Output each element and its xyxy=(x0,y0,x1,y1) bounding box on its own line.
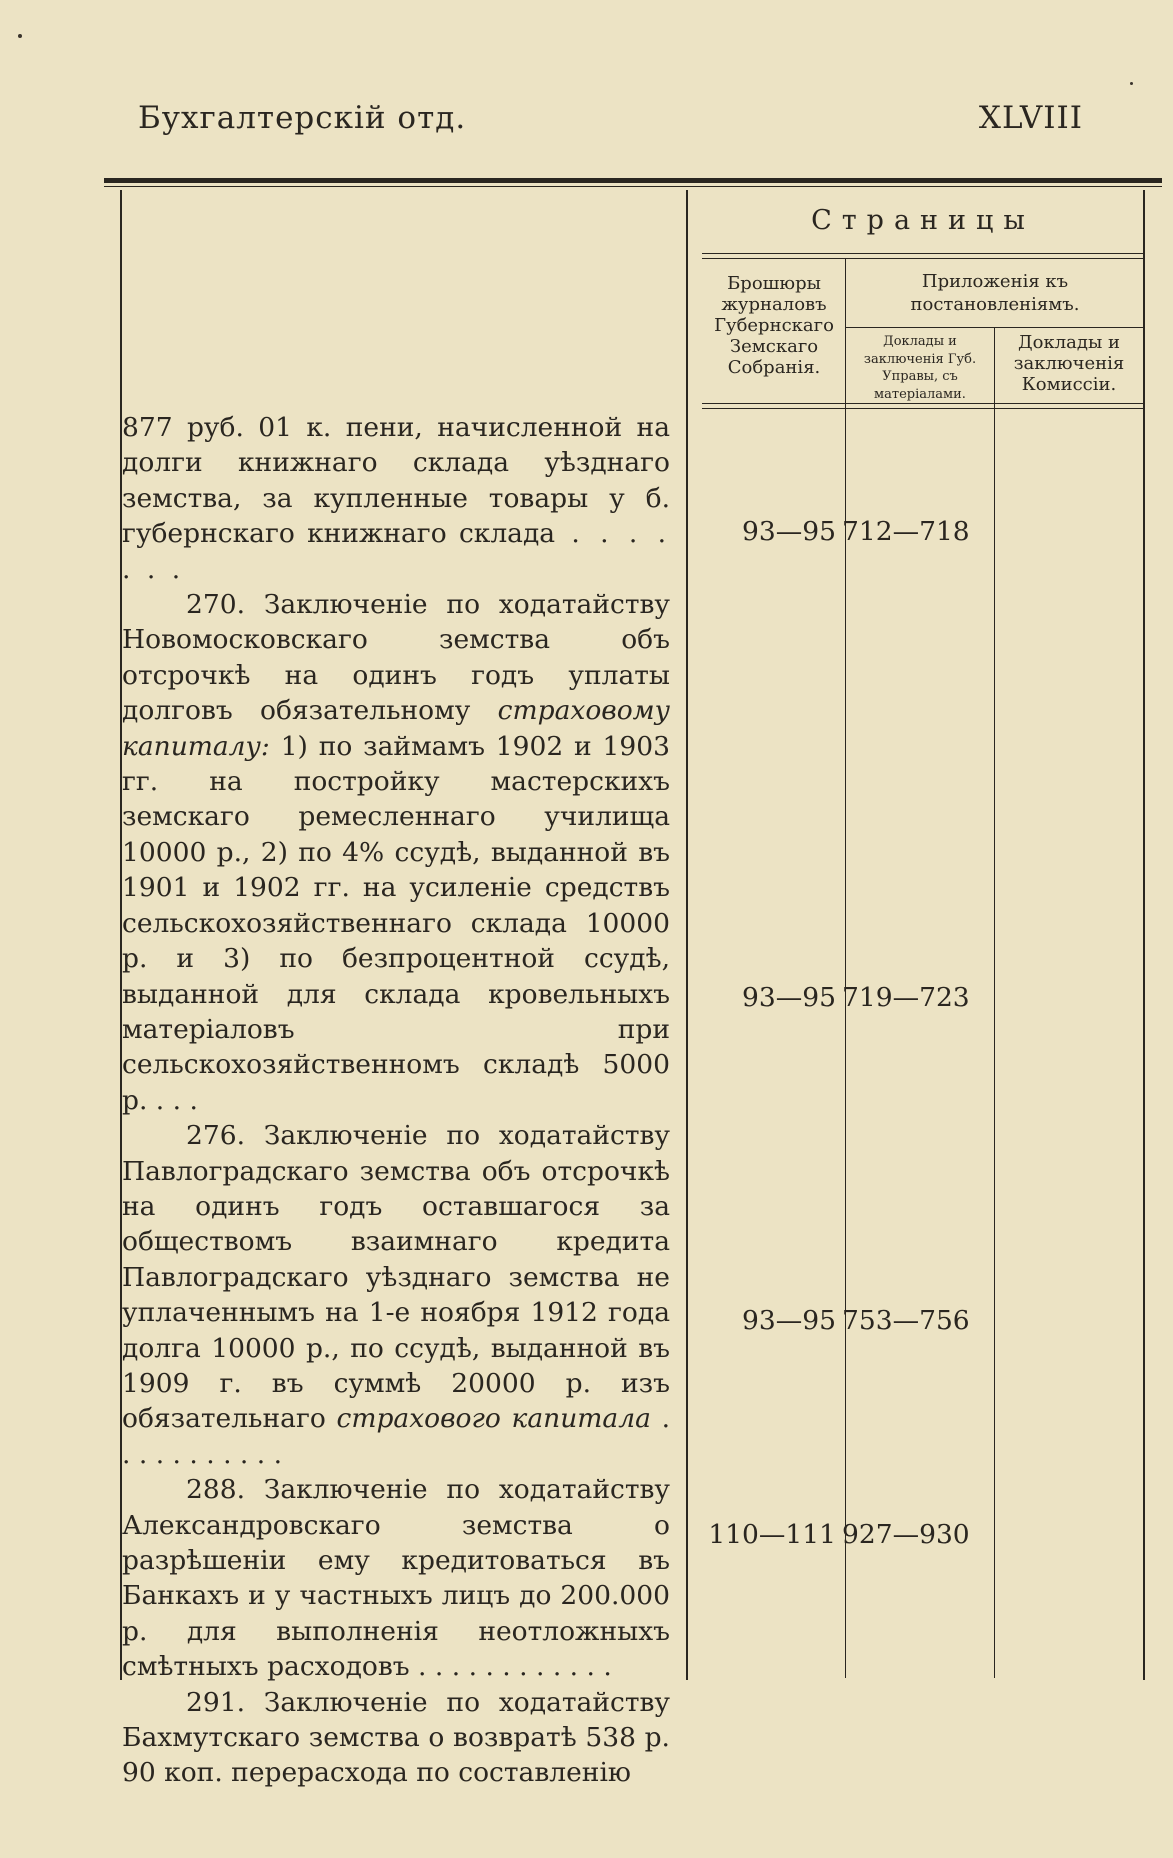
scan-speck xyxy=(18,34,22,38)
entry-text-plain: 288. Заключеніе по ходатайству Александровскаго земства о разрѣшеніи ему кредитоваться въ Банкахъ и у частныхъ лицъ до 200.000 р. для выполненія неотложныхъ смѣтныхъ расходовъ . . . . . . . . . . . . xyxy=(122,1474,670,1683)
entry-text xyxy=(122,410,670,587)
commission-reports-column-header: Доклады и заключенія Комиссіи. xyxy=(1013,332,1125,396)
appendix-pages-cell: 712—718 xyxy=(842,516,970,547)
brochure-pages-cell: 93—95 xyxy=(742,1305,836,1336)
entry-text-italic: страховому капиталу: xyxy=(122,695,670,762)
entry-text-plain-2: 1) по займамъ 1902 и 1903 гг. на постройку мастерскихъ земскаго ремесленнаго училища 10000 р., 2) по 4% ссудѣ, выданной въ 1901 и 1902 гг. на усиленіе средствъ сельскохозяйственнаго склада 10000 р. и 3) по безпроцентной ссудѣ, выданной для склада кровельныхъ матеріаловъ при сельскохозяйственномъ складѣ 5000 р. . . . xyxy=(122,730,670,1116)
entry-text-plain-2: . . . . . . . . . . . xyxy=(122,1403,670,1470)
table-right-border xyxy=(1143,190,1145,1680)
header-rule-thin xyxy=(104,186,1162,187)
pages-header-rule-2 xyxy=(702,258,1143,259)
scan-speck xyxy=(1130,82,1133,85)
page-number: XLVIII xyxy=(978,100,1083,136)
pages-header-rule-1 xyxy=(702,253,1143,254)
appendix-pages-cell: 927—930 xyxy=(842,1519,970,1550)
column-header-rule-2 xyxy=(702,408,1143,409)
entry-text-plain: 276. Заключеніе по ходатайству Павлоградскаго земства объ отсрочкѣ на одинъ годъ оставшагося за обществомъ взаимнаго кредита Павлоградскаго уѣзднаго земства не уплаченнымъ на 1-е ноября 1912 года долга 10000 р., по ссудѣ, выданной въ 1909 г. въ суммѣ 20000 р. изъ обязательнаго xyxy=(122,1120,670,1435)
running-head xyxy=(138,100,1083,150)
brochures-column-header: Брошюры журналовъ Губернскаго Земскаго Собранія. xyxy=(714,273,834,378)
entries-text xyxy=(122,410,670,1791)
entry-text xyxy=(122,1472,670,1684)
entry-text-plain: 270. Заключеніе по ходатайству Новомосковскаго земства объ отсрочкѣ на одинъ годъ уплаты долговъ обязательному xyxy=(122,589,670,727)
brochure-column-border xyxy=(845,258,846,1678)
reports-column-border xyxy=(994,327,995,1678)
section-title: Бухгалтерскій отд. xyxy=(138,100,467,136)
appendix-pages-cell: 719—723 xyxy=(842,982,970,1013)
appendix-pages-cell: 753—756 xyxy=(842,1305,970,1336)
brochure-pages-cell: 93—95 xyxy=(742,982,836,1013)
header-rule-thick xyxy=(104,178,1162,183)
entry-text-plain: 291. Заключеніе по ходатайству Бахмутскаго земства о возвратѣ 538 р. 90 коп. перерасхода по составленію xyxy=(122,1686,670,1789)
appendices-column-header: Приложенія къ постановленіямъ. xyxy=(910,271,1080,316)
table-text-column-border xyxy=(686,190,688,1680)
entry-text xyxy=(122,1118,670,1472)
entry-text-plain: 877 руб. 01 к. пени, начисленной на долги книжнаго склада уѣзднаго земства, за купленные товары у б. губернскаго книжнаго склада . . . xyxy=(122,412,670,585)
uprava-reports-column-header: Доклады и заключенія Губ. Управы, съ матеріалами. xyxy=(863,334,977,402)
pages-header: Страницы xyxy=(811,205,1035,236)
brochure-pages-cell: 93—95 xyxy=(742,516,836,547)
brochure-pages-cell: 110—111 xyxy=(708,1519,836,1550)
entry-text-italic: страхового капитала xyxy=(336,1403,651,1435)
entry-text xyxy=(122,1685,670,1791)
entry-text xyxy=(122,587,670,1118)
